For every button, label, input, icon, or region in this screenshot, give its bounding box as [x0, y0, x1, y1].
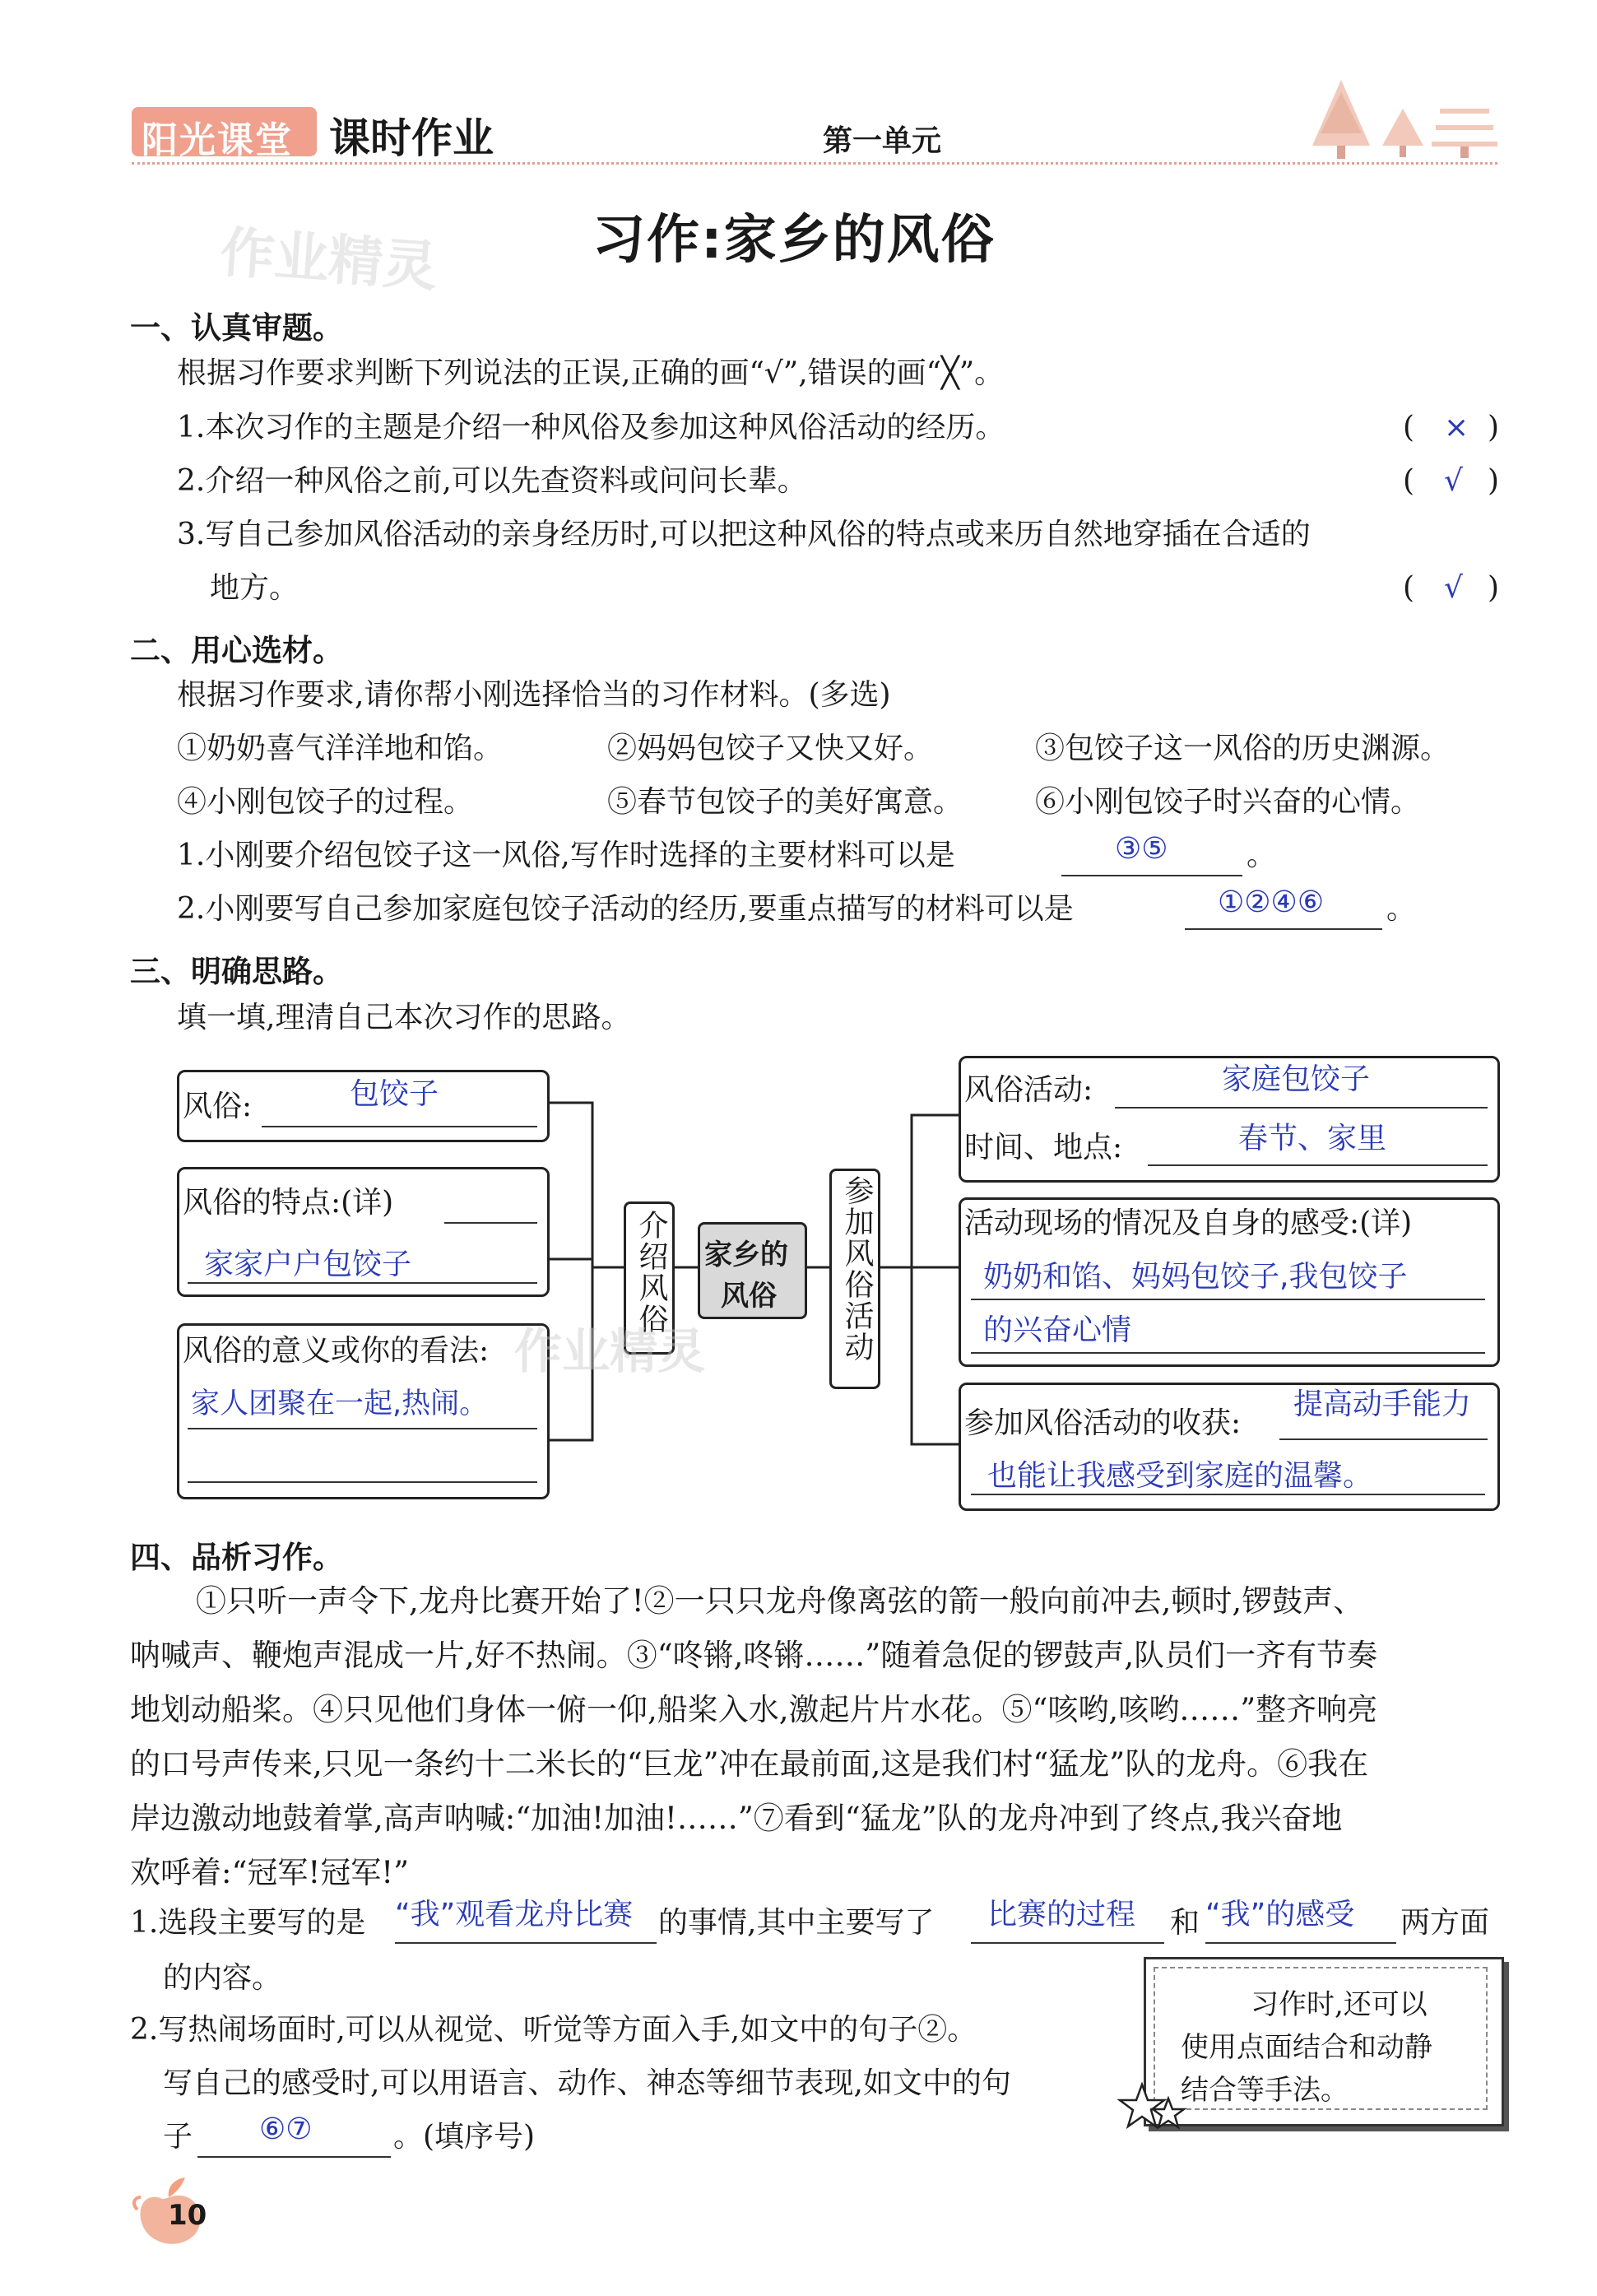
- mindmap-meaning-label: 风俗的意义或你的看法:: [183, 1334, 490, 1368]
- s4-q1-blank1: [395, 1942, 657, 1944]
- mindmap-activity-line: [1115, 1107, 1488, 1108]
- s2-q1-text: 1.小刚要介绍包饺子这一风俗,写作时选择的主要材料可以是: [177, 839, 955, 872]
- s2-q1-end: 。: [1246, 839, 1277, 872]
- s1-item1-answer: ×: [1444, 411, 1469, 444]
- s4-q1-and: 和: [1170, 1906, 1200, 1940]
- s1-item3-paren: (: [1403, 571, 1415, 605]
- mindmap-meaning-answer: 家人团聚在一起,热闹。: [191, 1387, 489, 1420]
- mindmap-features-answer: 家家户户包饺子: [204, 1248, 412, 1281]
- s2-option-3: ③包饺子这一风俗的历史渊源。: [1035, 732, 1451, 765]
- s1-item1-text: 1.本次习作的主题是介绍一种风俗及参加这种风俗活动的经历。: [177, 411, 1005, 444]
- tip-line-3: 结合等手法。: [1181, 2074, 1349, 2107]
- mindmap-center-line2: 风俗: [721, 1280, 777, 1313]
- mindmap-meaning-line1: [188, 1428, 537, 1429]
- section2-heading: 二、用心选材。: [130, 633, 343, 668]
- section1-heading: 一、认真审题。: [130, 310, 343, 346]
- mindmap-features-line1: [444, 1222, 537, 1224]
- s4-q1-blank2: [971, 1942, 1164, 1944]
- s4-q1-answer1: “我”观看龙舟比赛: [395, 1898, 634, 1931]
- s4-q1-answer2: 比赛的过程: [987, 1898, 1136, 1931]
- s4-q2-line2: 写自己的感受时,可以用语言、动作、神态等细节表现,如文中的句: [163, 2066, 1011, 2100]
- s4-q1-blank3: [1205, 1942, 1396, 1944]
- passage-line-1: ①只听一声令下,龙舟比赛开始了!②一只只龙舟像离弦的箭一般向前冲去,顿时,锣鼓声、: [196, 1583, 1364, 1619]
- passage-line-3: 地划动船桨。④只见他们身体一俯一仰,船桨入水,激起片片水花。⑤“咳哟,咳哟……”整齐响亮: [130, 1692, 1378, 1727]
- s2-option-2: ②妈妈包饺子又快又好。: [607, 732, 934, 765]
- s2-q1-answer: ③⑤: [1115, 832, 1168, 866]
- mindmap-features-line2: [188, 1282, 537, 1284]
- header-unit: 第一单元: [823, 124, 942, 158]
- s2-q2-text: 2.小刚要写自己参加家庭包饺子活动的经历,要重点描写的材料可以是: [177, 892, 1074, 926]
- s2-option-4: ④小刚包饺子的过程。: [177, 785, 474, 819]
- s2-q2-end: 。: [1386, 892, 1417, 926]
- header-series: 课时作业: [329, 114, 494, 162]
- s4-q1-answer3: “我”的感受: [1205, 1898, 1355, 1931]
- s1-item2-paren-close: ): [1488, 464, 1500, 498]
- s2-option-5: ⑤春节包饺子的美好寓意。: [607, 785, 963, 819]
- mindmap-custom-line: [262, 1126, 537, 1127]
- mindmap-activity-answer: 家庭包饺子: [1222, 1062, 1371, 1096]
- watermark-mid: 作业精灵: [514, 1323, 706, 1379]
- mindmap-meaning-line2: [188, 1481, 537, 1483]
- mindmap-gain-answer1: 提高动手能力: [1293, 1387, 1472, 1421]
- s4-q2-line1: 2.写热闹场面时,可以从视觉、听觉等方面入手,如文中的句子②。: [130, 2013, 977, 2047]
- s4-q2-blank: [197, 2156, 391, 2158]
- s1-item3-text: 3.写自己参加风俗活动的亲身经历时,可以把这种风俗的特点或来历自然地穿插在合适的: [177, 518, 1311, 551]
- s1-item1-paren-close: ): [1488, 411, 1500, 444]
- passage: [130, 1574, 1504, 1900]
- s1-item2-text: 2.介绍一种风俗之前,可以先查资料或问问长辈。: [177, 464, 807, 498]
- section1-instruction: 根据习作要求判断下列说法的正误,正确的画“√”,错误的画“╳”。: [177, 356, 1005, 390]
- s1-item3-paren-close: ): [1488, 571, 1500, 605]
- s2-q2-answer: ①②④⑥: [1218, 885, 1325, 919]
- mindmap-scene-line1: [971, 1299, 1485, 1300]
- s1-item3-answer: √: [1444, 571, 1463, 605]
- mindmap-scene-label: 活动现场的情况及自身的感受:(详): [964, 1206, 1413, 1240]
- page-title: 习作:家乡的风俗: [592, 210, 996, 271]
- s1-item1-paren: (: [1403, 411, 1415, 444]
- mindmap-time-line: [1148, 1164, 1488, 1166]
- s4-q1-line2: 的内容。: [163, 1961, 282, 1995]
- s1-item2-paren: (: [1403, 464, 1415, 498]
- mindmap-scene-line2: [971, 1352, 1485, 1354]
- mindmap-scene-answer2: 的兴奋心情: [983, 1313, 1132, 1347]
- s4-q1-prefix: 1.选段主要写的是: [130, 1906, 366, 1940]
- star-icon: [1117, 2080, 1191, 2138]
- mindmap-custom-answer: 包饺子: [350, 1077, 439, 1111]
- s1-item3-text2: 地方。: [210, 571, 299, 605]
- s2-option-6: ⑥小刚包饺子时兴奋的心情。: [1035, 785, 1421, 819]
- tip-line-2: 使用点面结合和动静: [1181, 2031, 1432, 2064]
- page-number: 10: [168, 2199, 207, 2232]
- passage-line-6: 欢呼着:“冠军!冠军!”: [130, 1855, 410, 1890]
- mindmap-left-label: 介绍风俗: [634, 1210, 668, 1335]
- mindmap-gain-line1: [1279, 1438, 1488, 1440]
- s1-item2-answer: √: [1444, 464, 1463, 498]
- section3-heading: 三、明确思路。: [130, 954, 343, 989]
- s4-q1-mid: 的事情,其中主要写了: [658, 1906, 935, 1940]
- mindmap-features-label: 风俗的特点:(详): [183, 1186, 394, 1220]
- s4-q2-line3-suffix: 。(填序号): [393, 2120, 536, 2154]
- mindmap-time-label: 时间、地点:: [964, 1131, 1123, 1164]
- s2-option-1: ①奶奶喜气洋洋地和馅。: [177, 732, 504, 765]
- section2-instruction: 根据习作要求,请你帮小刚选择恰当的习作材料。(多选): [177, 678, 891, 712]
- mindmap-right-label: 参加风俗活动: [840, 1175, 874, 1363]
- s4-q2-answer: ⑥⑦: [259, 2112, 313, 2146]
- header-brand: 阳光课堂: [142, 119, 293, 161]
- passage-line-2: 呐喊声、鞭炮声混成一片,好不热闹。③“咚锵,咚锵……”随着急促的锣鼓声,队员们一齐有节奏: [130, 1638, 1378, 1673]
- mindmap-gain-line2: [971, 1494, 1485, 1495]
- mindmap-custom-label: 风俗:: [183, 1090, 253, 1123]
- watermark: 作业精灵: [218, 220, 439, 300]
- mindmap-gain-label: 参加风俗活动的收获:: [964, 1406, 1242, 1440]
- passage-line-5: 岸边激动地鼓着掌,高声呐喊:“加油!加油!……”⑦看到“猛龙”队的龙舟冲到了终点,我兴奋地: [130, 1801, 1343, 1836]
- mindmap-activity-label: 风俗活动:: [964, 1073, 1093, 1107]
- mindmap-center-line1: 家乡的: [704, 1239, 788, 1271]
- s4-q1-suffix: 两方面: [1400, 1906, 1490, 1940]
- tip-line-1: 习作时,还可以: [1251, 1988, 1428, 2021]
- section4-heading: 四、品析习作。: [130, 1540, 343, 1575]
- mindmap-gain-answer2: 也能让我感受到家庭的温馨。: [987, 1459, 1373, 1493]
- passage-line-4: 的口号声传来,只见一条约十二米长的“巨龙”冲在最前面,这是我们村“猛龙”队的龙舟。⑥我在: [130, 1746, 1369, 1782]
- mindmap-scene-answer1: 奶奶和馅、妈妈包饺子,我包饺子: [983, 1260, 1408, 1294]
- section3-instruction: 填一填,理清自己本次习作的思路。: [177, 1001, 631, 1034]
- mindmap-time-answer: 春节、家里: [1238, 1122, 1387, 1155]
- s4-q2-line3-prefix: 子: [163, 2120, 193, 2154]
